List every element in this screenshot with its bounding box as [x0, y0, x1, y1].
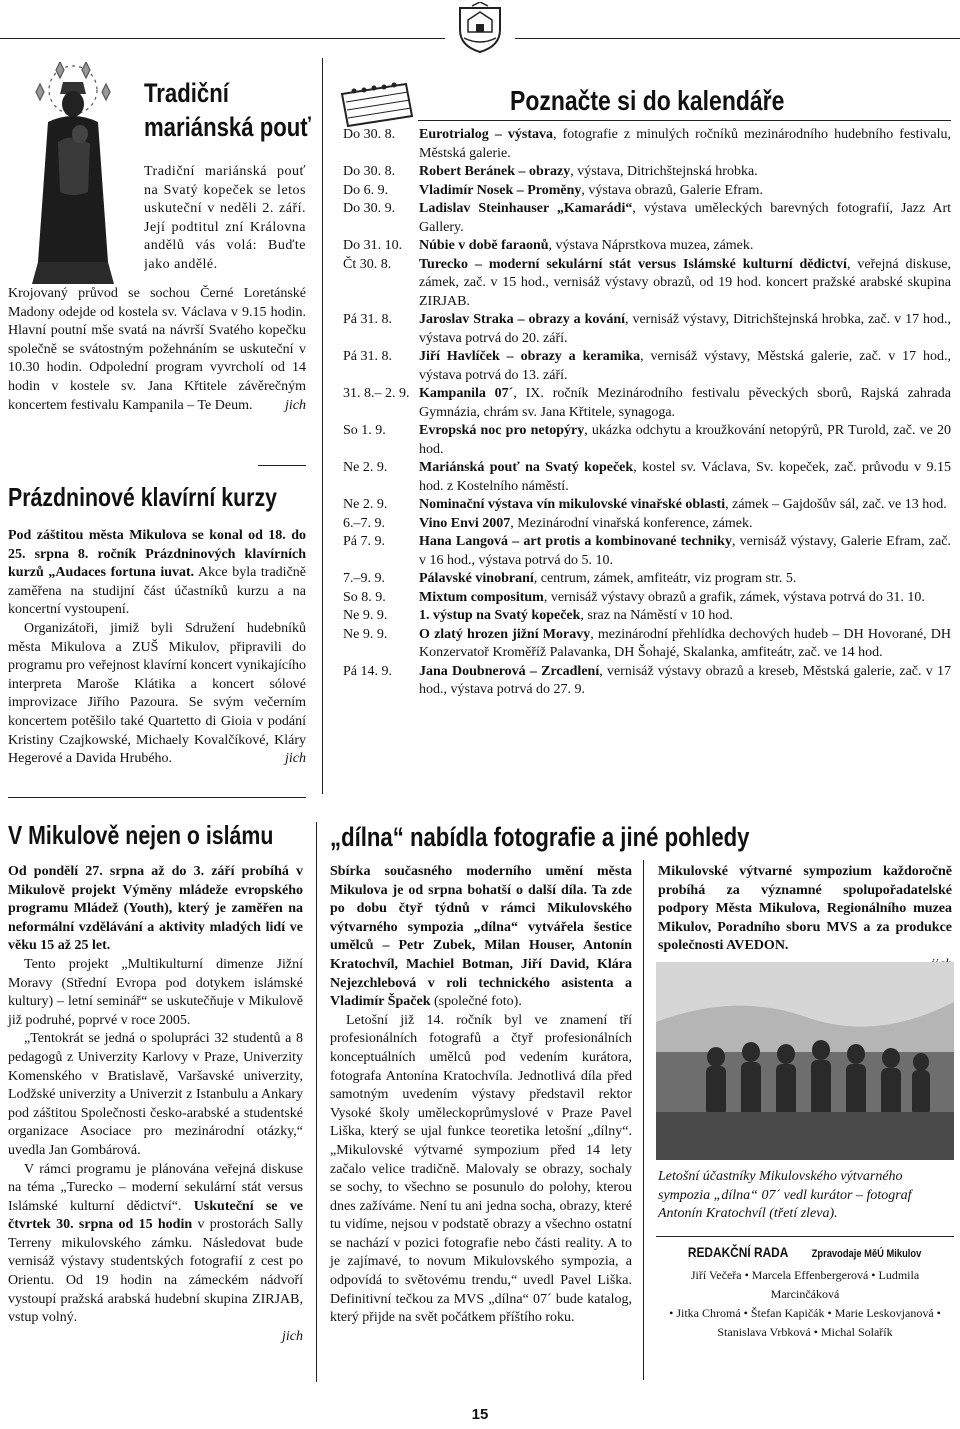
calendar-text — [419, 663, 951, 700]
calendar-date: Pá 14. 9. — [343, 663, 392, 679]
calendar-event-detail: , IX. ročník Mezinárodního festivalu pěveckých sborů, Rajská zahrada Gymnázia, chrám sv. Jana Křtitele, synagoga. — [419, 386, 951, 420]
photo-caption: Letošní účastníky Mikulovského výtvarného sympozia „dílna“ 07´ vedl kurátor – fotograf Antonín Kratochvíl (třetí zleva). — [658, 1169, 912, 1222]
calendar-date: Ne 2. 9. — [343, 460, 388, 475]
calendar-date: Do 31. 10. — [343, 238, 403, 253]
calendar-event-name: Jana Doubnerová – Zrcadlení — [419, 663, 600, 679]
calendar-date: 31. 8.– 2. 9. — [343, 386, 410, 401]
kurzy-signature: jich — [285, 751, 306, 767]
dilna-title: „dílna“ nabídla fotografie a jiné pohledy — [330, 822, 750, 852]
islam-p2: „Tentokrát se jedná o spolupráci 32 studentů a 8 pedagogů z Univerzity Karlovy v Praze, Univerzity Komenského v Bratislavě, Varšavské univerzity, Lodžské univerzity a Univerzit z Istanbulu a Ankary pod záštitou Společnosti česko-arabské a studentské organizace Asociace pro mezinárodní otázky,“ uvedla Jan Gombárová. — [8, 1031, 303, 1158]
calendar-row — [343, 200, 951, 237]
calendar-event-name: Vladimír Nosek – Proměny — [419, 182, 582, 198]
kurzy-lead-rest: Akce byla tradičně zaměřena na studijní část účastníků kurzu a na koncertní vystoupení. — [8, 565, 306, 618]
calendar-event-detail: , vernisáž výstavy, Ditrichštejnská hrobka, zač. v 17 hod., výstava potrvá do 20. září. — [419, 312, 951, 346]
calendar-text — [419, 533, 951, 570]
calendar-row — [343, 533, 951, 570]
calendar-event-detail: , vernisáž výstavy, Galerie Efram, zač. v 16 hod., výstava potrvá do 5. 10. — [419, 534, 951, 568]
calendar-text — [419, 182, 951, 201]
islam-lead: Od pondělí 27. srpna až do 3. září probíhá v Mikulově projekt Výměny mládeže evropského programu Mládež (Youth), který je zaměřen na neformální vzdělávání a aktivity mladých lidí ve věku 15 až 25 let. — [8, 864, 303, 954]
calendar-date: So 8. 9. — [343, 589, 386, 605]
calendar-text — [419, 200, 951, 237]
calendar-event-name: Mixtum compositum — [419, 589, 544, 605]
calendar-text — [419, 422, 951, 459]
calendar-event-name: Pálavské vinobraní — [419, 571, 534, 586]
calendar-text — [419, 607, 951, 626]
calendar-text — [419, 163, 951, 182]
calendar-event-name: 1. výstup na Svatý kopeček — [419, 608, 581, 623]
calendar-event-name: Núbie v době faraonů — [419, 238, 549, 253]
calendar-date: So 1. 9. — [343, 423, 386, 438]
redakce-box — [656, 1244, 954, 1342]
calendar-date: Ne 9. 9. — [343, 608, 388, 623]
calendar-date: Čt 30. 8. — [343, 256, 392, 272]
calendar-date: Do 30. 9. — [343, 201, 396, 216]
page-number: 15 — [471, 1406, 489, 1423]
calendar-event-name: Evropská noc pro netopýry — [419, 423, 585, 438]
calendar-text — [419, 496, 951, 515]
calendar-row — [343, 348, 951, 385]
calendar-event-detail: , vernisáž výstavy, Městská galerie, zač. v 17 hod., výstava potrvá do 13. září. — [419, 349, 951, 383]
calendar-date: Ne 9. 9. — [343, 626, 388, 642]
calendar-event-detail: , vernisáž výstavy obrazů a grafik, zámek, výstava potrvá do 31. 10. — [543, 589, 925, 605]
islam-p3c: v prostorách Sally Terreny mikulovského zámku. Následovat bude vernisáž výstavy studentských fotografií z cest po Orientu. Od 19 hodin na zámeckém nádvoří vystoupí pražská arabská hudební skupina ZIRJAB, vstup volný. — [8, 1217, 303, 1326]
islam-p3a: V rámci programu je plánována veřejná diskuse na téma „Turecko – moderní sekulární stát versus Islámské kulturní dědictví“. — [8, 1161, 303, 1214]
calendar-event-name: O zlatý hrozen jižní Moravy — [419, 626, 591, 642]
calendar-event-detail: , výstava obrazů, Galerie Efram. — [581, 182, 763, 198]
calendar-event-detail: , mezinárodní přehlídka dechových hudeb – DH Hovorané, DH Konzervatoř Kroměříž Palavanka, DH Šohajé, Skalanka, amfiteátr, zač. ve 14 hod. — [419, 626, 951, 660]
marianska-signature: jich — [285, 397, 306, 413]
calendar-text — [419, 256, 951, 312]
calendar-text — [419, 348, 951, 385]
calendar-row — [343, 182, 951, 201]
dilna-p1: Letošní již 14. ročník byl ve znamení tří profesionálních fotografů a čtyř profesionálních konceptuálních umělců pod vedením kurátora, fotografa Antonína Kratochvíla. Jednotlivá díla před samotným uvedením výstavy představil rektor Vysoké školy uměleckoprůmyslové v Praze Pavel Liška, který se ujal funkce teoretika letošní „dílny“. „Mikulovské výtvarné sympozium před 14 lety začalo velice tradičně. Malovaly se obrazy, sochaly se sochy, to všechno se posunulo do polohy, kterou dnes zažíváme. Není tu ani jedna socha, obrazy, které tu vidíme, nejsou v podstatě obrazy a všechno ostatní se nachází v pozici fotografie nebo části reality. A to je zajímavé, to novum Mikulovského sympozia, a odpovídá to světovému trendu,“ uvedl Pavel Liška. Definitivní tečkou za MVS „dílna“ 07´ bude katalog, který přijde na svět počátkem příštího roku. — [330, 1012, 632, 1326]
calendar-event-name: Eurotrialog – výstava — [419, 127, 554, 142]
calendar-date: Ne 2. 9. — [343, 497, 388, 512]
calendar-row — [343, 163, 951, 182]
islam-p3b: Uskuteční se ve čtvrtek 30. srpna od 15 hodin — [8, 1198, 303, 1233]
group-photo — [656, 962, 954, 1160]
calendar-event-name: Turecko – moderní sekulární stát versus Islámské kulturní dědictví — [419, 256, 847, 272]
calendar-event-detail: , výstava uměleckých barevných fotografií, Jazz Art Gallery. — [419, 201, 951, 235]
dilna-side-bold: Mikulovské výtvarné sympozium každoročně probíhá za významné spolupořadatelské podpory Města Mikulova, Regionálního muzea Mikulov, Poradního sboru MVS a za produkce společnosti AVEDON. — [658, 864, 952, 954]
calendar-row — [343, 126, 951, 163]
redakce-line1: Jiří Večeřa • Marcela Effenbergerová • Ludmila Marcinčáková — [690, 1268, 920, 1301]
calendar-text — [419, 385, 951, 422]
calendar-event-detail: , vernisáž výstavy obrazů a kreseb, Městská galerie, zač. v 17 hod., výstava potrvá do 27. 9. — [419, 663, 951, 697]
marianska-body: Krojovaný průvod se sochou Černé Loretánské Madony odejde od kostela sv. Václava v 9.15 hodin. Hlavní poutní mše svatá na návrší Svatého kopečku společně se svátostným požehnáním se uskuteční v 10.30 hodin. Odpolední program vyvrcholí od 14 hodin v kostele sv. Jana Křtitele závěrečným koncertem festivalu Kampanila – Te Deum. jich — [8, 285, 306, 415]
calendar-date: Do 30. 8. — [343, 127, 396, 142]
calendar-text — [419, 589, 951, 608]
calendar-event-detail: , výstava Náprstkova muzea, zámek. — [548, 238, 754, 253]
calendar-row — [343, 515, 951, 534]
calendar-date: Do 30. 8. — [343, 164, 396, 179]
calendar-event-detail: , veřejná diskuse, zámek, zač. v 15 hod., vernisáž výstavy obrazů, od 19 hod. koncert pražské arabské skupina ZIRJAB. — [419, 256, 951, 309]
calendar-event-name: Vino Envi 2007 — [419, 515, 511, 531]
islam-body — [8, 863, 303, 1346]
calendar-icon — [336, 80, 416, 130]
calendar-row — [343, 570, 951, 589]
calendar-date: Pá 31. 8. — [343, 349, 392, 364]
calendar-event-name: Mariánská pouť na Svatý kopeček — [419, 460, 634, 475]
kurzy-title: Prázdninové klavírní kurzy — [8, 482, 277, 512]
islam-p1: Tento projekt „Multikulturní dimenze Jižní Moravy (Střední Evropa pod dotykem islámské kultury) – letní seminář“ se uskutečňuje v Mikulově již podruhé, poprvé v roce 2005. — [8, 956, 303, 1028]
calendar-text — [419, 237, 951, 256]
dilna-side — [658, 863, 952, 975]
calendar-event-name: Robert Beránek – obrazy — [419, 164, 571, 179]
dilna-lead: Sbírka současného moderního umění města Mikulova je od srpna bohatší o další díla. Ta zde po dobu čtyř týdnů v rámci Mikulovského výtvarného sympozia „dílna“ vytvářela šestice umělců – Petr Zubek, Milan Houser, Antonín Kratochvíl, Machiel Botman, Jiří David, Klára Nejezchlebová v roli technického asistenta a Vladimír Špaček — [330, 864, 632, 1010]
redakce-title: REDAKČNÍ RADA — [688, 1244, 789, 1260]
calendar-event-detail: , centrum, zámek, amfiteátr, viz program str. 5. — [533, 571, 797, 586]
kurzy-lead: Pod záštitou města Mikulova se konal od 18. do 25. srpna 8. ročník Prázdninových klavírních kurzů „Audaces fortuna iuvat. — [8, 528, 306, 581]
redakce-line3: Stanislava Vrbková • Michal Solařík — [717, 1325, 893, 1339]
calendar-date: Do 6. 9. — [343, 182, 389, 198]
calendar-event-detail: , zámek – Gajdošův sál, zač. ve 13 hod. — [725, 497, 947, 512]
calendar-row — [343, 663, 951, 700]
town-crest-icon — [456, 2, 504, 54]
calendar-event-detail: , sraz na Náměstí v 10 hod. — [580, 608, 733, 623]
calendar-text — [419, 515, 951, 534]
calendar-row — [343, 459, 951, 496]
calendar-event-detail: , kostel sv. Václava, Sv. kopeček, zač. průvodu v 9.15 hod. z Kostelního náměstí. — [419, 460, 951, 494]
kurzy-paragraph: Organizátoři, jimiž byli Sdružení hudebníků města Mikulova a ZUŠ Mikulov, připravili do programu pro veřejnost klavírní koncert vynikajícího interpreta Maroše Klátika a koncert sólové improvizace Jiřího Pazoura. Se svým večerním koncertem potěšilo také Quartetto di Gioia v podání Kristiny Czajkowské, Michaely Kovalčíkové, Kláry Hegerové a Davida Hrubého. — [8, 620, 306, 767]
dilna-lead-rest: (společné foto). — [430, 994, 522, 1010]
marianska-title-line1: Tradiční — [144, 78, 229, 108]
calendar-list — [343, 126, 951, 700]
calendar-text — [419, 459, 951, 496]
calendar-text — [419, 311, 951, 348]
dilna-body — [330, 863, 632, 1328]
calendar-row — [343, 422, 951, 459]
calendar-event-detail: , ukázka odchytu a kroužkování netopýrů, PR Turold, zač. ve 20 hod. — [419, 423, 951, 457]
islam-title: V Mikulově nejen o islámu — [8, 820, 274, 850]
calendar-title: Poznačte si do kalendáře — [510, 85, 785, 116]
calendar-text — [419, 570, 951, 589]
calendar-event-name: Hana Langová – art protis a kombinované techniky — [419, 534, 732, 549]
calendar-event-name: Kampanila 07´ — [419, 386, 514, 401]
calendar-row — [343, 607, 951, 626]
calendar-date: 6.–7. 9. — [343, 515, 385, 531]
calendar-date: Pá 31. 8. — [343, 312, 392, 327]
calendar-event-name: Nominační výstava vín mikulovské vinařské oblasti — [419, 497, 726, 512]
calendar-row — [343, 385, 951, 422]
calendar-event-detail: , Mezinárodní vinařská konference, zámek. — [510, 515, 753, 531]
calendar-row — [343, 237, 951, 256]
calendar-event-name: Jiří Havlíček – obrazy a keramika — [419, 349, 641, 364]
calendar-date: 7.–9. 9. — [343, 571, 385, 586]
madonna-statue-image — [8, 62, 138, 292]
calendar-text — [419, 626, 951, 663]
calendar-row — [343, 256, 951, 312]
kurzy-body — [8, 527, 306, 769]
calendar-row — [343, 589, 951, 608]
calendar-row — [343, 626, 951, 663]
marianska-title-line2: mariánská pouť — [144, 112, 311, 142]
redakce-subtitle: Zpravodaje MěÚ Mikulov — [811, 1248, 921, 1260]
calendar-event-detail: , fotografie z minulých ročníků mezinárodního hudebního festivalu, Městská galerie. — [419, 127, 951, 161]
marianska-intro: Tradiční mariánská pouť na Svatý kopeček se letos uskuteční v neděli 2. září. Její podtitul zní Královna andělů vás volá: Buďte jako andělé. — [144, 164, 306, 272]
calendar-event-detail: , výstava, Ditrichštejnská hrobka. — [570, 164, 758, 179]
calendar-date: Pá 7. 9. — [343, 534, 385, 549]
redakce-line2: • Jitka Chromá • Štefan Kapičák • Marie Leskovjanová • — [669, 1306, 941, 1320]
islam-signature: jich — [282, 1328, 303, 1344]
calendar-row — [343, 496, 951, 515]
calendar-event-name: Ladislav Steinhauser „Kamarádi“ — [419, 201, 633, 216]
calendar-text — [419, 126, 951, 163]
calendar-event-name: Jaroslav Straka – obrazy a kování — [419, 312, 626, 327]
calendar-row — [343, 311, 951, 348]
